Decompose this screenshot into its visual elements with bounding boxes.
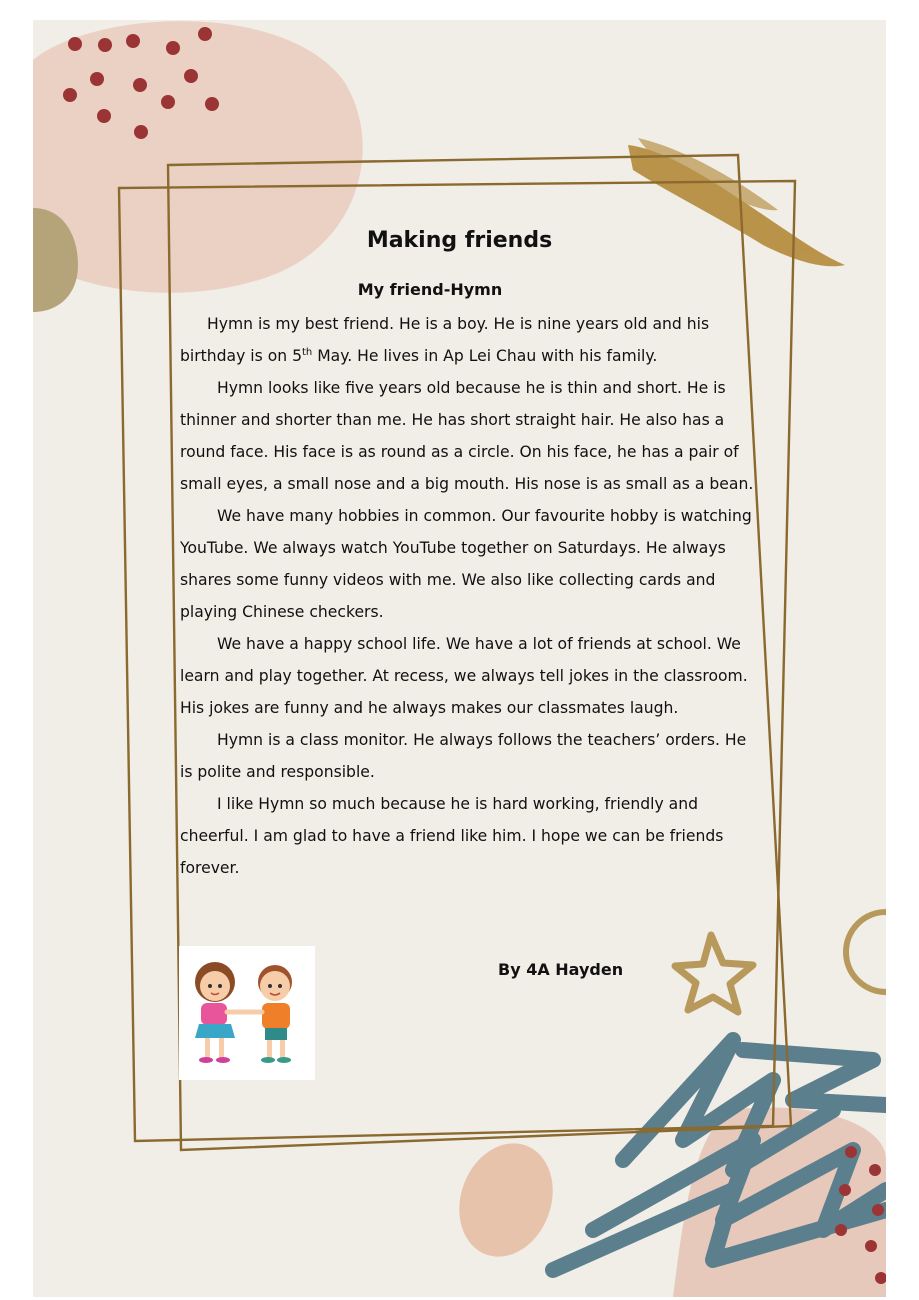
- two-kids-holding-hands-illustration: [179, 946, 315, 1080]
- essay-paragraph: Hymn is a class monitor. He always follows the teachers’ orders. He is polite and responsible.: [180, 731, 747, 781]
- peach-blob-bottom: [444, 1130, 568, 1270]
- essay-paragraph: Hymn is my best friend. He is a boy. He is nine years old and his birthday is on 5th May. He lives in Ap Lei Chau with his family.: [180, 315, 710, 365]
- ordinal-suffix: th: [302, 346, 313, 358]
- essay-body: [180, 308, 755, 884]
- page-title: Making friends: [366, 228, 553, 253]
- essay-paragraph: We have a happy school life. We have a lot of friends at school. We learn and play together. At recess, we always tell jokes in the classroom. His jokes are funny and he always makes our classmates laugh.: [180, 635, 748, 717]
- author-byline: By 4A Hayden: [498, 960, 624, 979]
- gold-ring: [846, 912, 886, 992]
- essay-paragraph: Hymn looks like five years old because he is thin and short. He is thinner and shorter than me. He has short straight hair. He also has a round face. His face is as round as a circle. On his face, he has a pair of small eyes, a small nose and a big mouth. His nose is as small as a bean.: [180, 379, 754, 493]
- essay-paragraph: We have many hobbies in common. Our favourite hobby is watching YouTube. We always watch YouTube together on Saturdays. He always shares some funny videos with me. We also like collecting cards and playing Chinese checkers.: [180, 507, 752, 621]
- essay-subtitle: My friend-Hymn: [357, 280, 503, 299]
- star-outline-icon: [675, 935, 753, 1012]
- essay-paragraph: I like Hymn so much because he is hard working, friendly and cheerful. I am glad to have a friend like him. I hope we can be friends forever.: [180, 795, 724, 877]
